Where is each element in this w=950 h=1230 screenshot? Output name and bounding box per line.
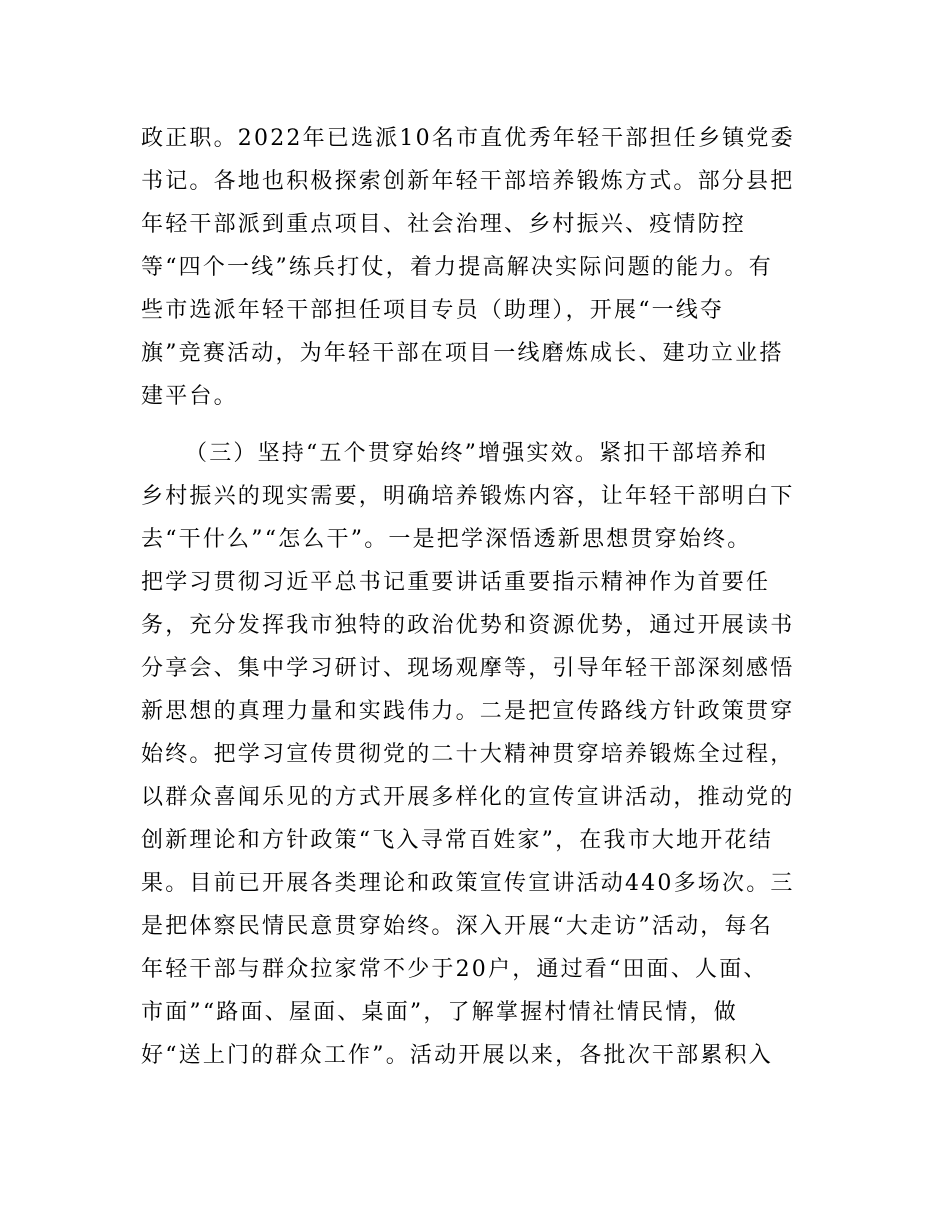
paragraph-line: 等“四个一线”练兵打仗，着力提高解决实际问题的能力。有	[141, 255, 773, 280]
paragraph-line: 果。目前已开展各类理论和政策宣传宣讲活动440多场次。三	[141, 871, 795, 896]
paragraph-line: 乡村振兴的现实需要，明确培养锻炼内容，让年轻干部明白下	[141, 484, 795, 509]
paragraph-heading-line: （三）坚持“五个贯穿始终”增强实效。紧扣干部培养和	[185, 441, 769, 466]
paragraph-line: 始终。把学习宣传贯彻党的二十大精神贯穿培养锻炼全过程，	[141, 742, 795, 767]
paragraph-line: 政正职。2022年已选派10名市直优秀年轻干部担任乡镇党委	[141, 126, 795, 151]
paragraph-line: 把学习贯彻习近平总书记重要讲话重要指示精神作为首要任	[141, 570, 771, 595]
paragraph-line: 年轻干部派到重点项目、社会治理、乡村振兴、疫情防控	[141, 212, 747, 237]
paragraph-line: 分享会、集中学习研讨、现场观摩等，引导年轻干部深刻感悟	[141, 656, 795, 681]
paragraph-line: 旗”竞赛活动，为年轻干部在项目一线磨炼成长、建功立业搭	[141, 341, 784, 366]
paragraph-line: 新思想的真理力量和实践伟力。二是把宣传路线方针政策贯穿	[141, 699, 795, 724]
paragraph-line: 些市选派年轻干部担任项目专员（助理），开展“一线夺	[141, 298, 725, 323]
paragraph-line: 书记。各地也积极探索创新年轻干部培养锻炼方式。部分县把	[141, 169, 795, 194]
paragraph-line: 是把体察民情民意贯穿始终。深入开展“大走访”活动，每名	[141, 914, 773, 939]
paragraph-section-three	[141, 432, 811, 1077]
paragraph-line: 务，充分发挥我市独特的政治优势和资源优势，通过开展读书	[141, 613, 795, 638]
paragraph-line: 以群众喜闻乐见的方式开展多样化的宣传宣讲活动，推动党的	[141, 785, 795, 810]
paragraph-line: 去“干什么”“怎么干”。一是把学深悟透新思想贯穿始终。	[141, 527, 752, 552]
paragraph-line: 好“送上门的群众工作”。活动开展以来，各批次干部累积入	[141, 1043, 773, 1068]
paragraph-line: 年轻干部与群众拉家常不少于20户，通过看“田面、人面、	[141, 957, 768, 982]
paragraph-line: 市面”“路面、屋面、桌面”，了解掌握村情社情民情，做	[141, 1000, 738, 1025]
paragraph-continued	[141, 117, 811, 418]
paragraph-line: 建平台。	[141, 384, 238, 409]
paragraph-line: 创新理论和方针政策“飞入寻常百姓家”，在我市大地开花结	[141, 828, 773, 853]
